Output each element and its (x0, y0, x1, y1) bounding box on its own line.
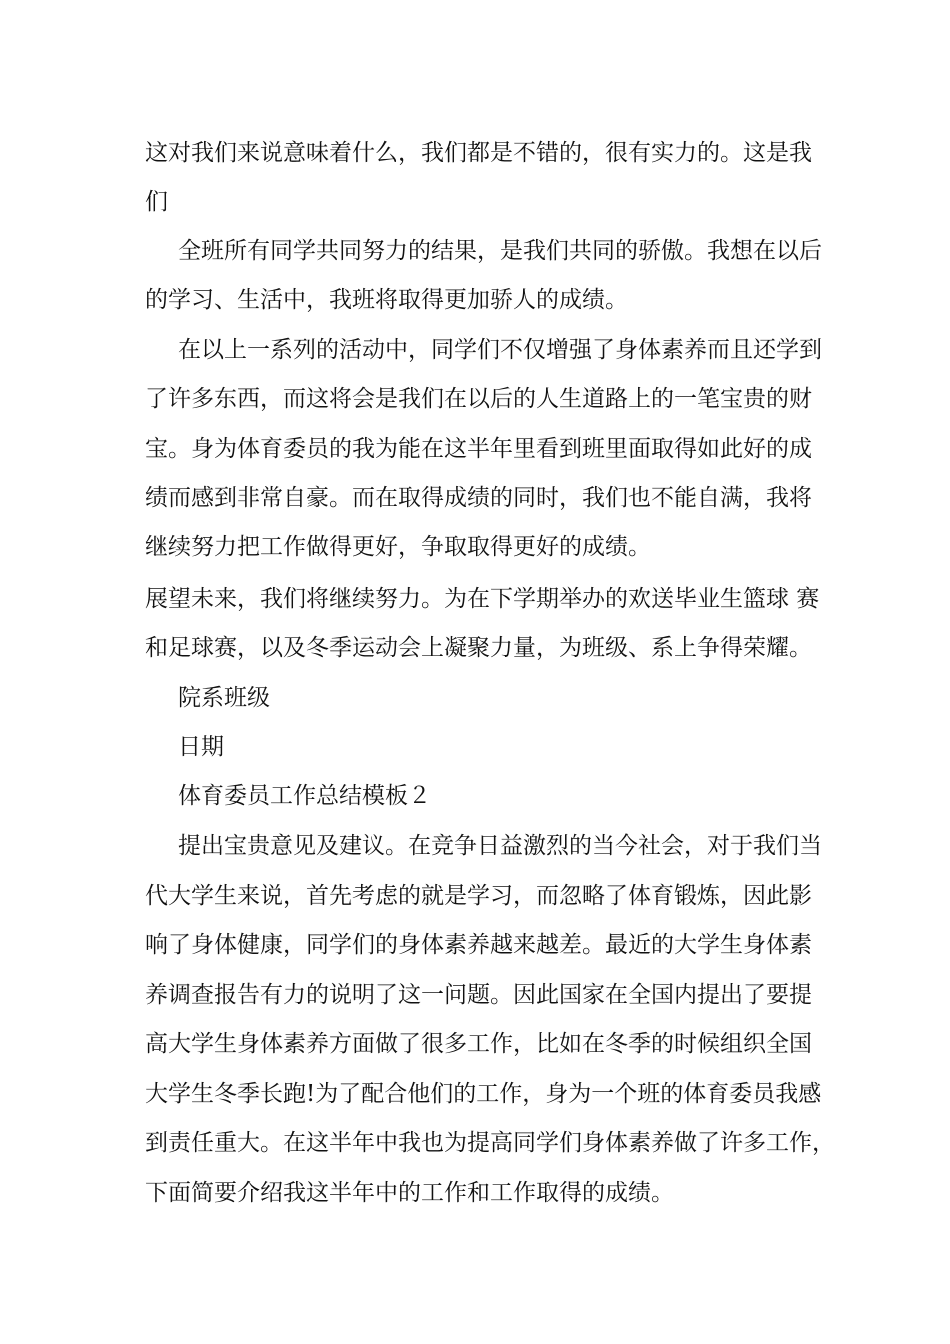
text-line: 宝。身为体育委员的我为能在这半年里看到班里面取得如此好的成 (145, 436, 812, 462)
text-line: 们 (145, 189, 168, 215)
department-class-label: 院系班级 (178, 685, 270, 711)
text-line: 继续努力把工作做得更好，争取取得更好的成绩。 (145, 534, 651, 560)
text-line: 的学习、生活中，我班将取得更加骄人的成绩。 (145, 287, 628, 313)
text-line: 响了身体健康，同学们的身体素养越来越差。最近的大学生身体素 (145, 932, 812, 958)
text-line: 和足球赛，以及冬季运动会上凝聚力量，为班级、系上争得荣耀。 (145, 635, 812, 661)
text-line: 到责任重大。在这半年中我也为提高同学们身体素养做了许多工作， (145, 1130, 835, 1156)
text-line: 这对我们来说意味着什么，我们都是不错的，很有实力的。这是我 (145, 140, 812, 166)
section-title: 体育委员工作总结模板２ (178, 783, 431, 809)
date-label: 日期 (178, 734, 224, 760)
paragraph-start: 展望未来，我们将继续努力。为在下学期举办的欢送毕业生篮球 赛 (145, 586, 820, 612)
paragraph-start: 提出宝贵意见及建议。在竞争日益激烈的当今社会，对于我们当 (178, 833, 822, 859)
text-line: 高大学生身体素养方面做了很多工作，比如在冬季的时候组织全国 (145, 1031, 812, 1057)
paragraph-start: 在以上一系列的活动中，同学们不仅增强了身体素养而且还学到 (178, 337, 822, 363)
text-line: 了许多东西，而这将会是我们在以后的人生道路上的一笔宝贵的财 (145, 386, 812, 412)
text-line: 养调查报告有力的说明了这一问题。因此国家在全国内提出了要提 (145, 982, 812, 1008)
text-line: 大学生冬季长跑!为了配合他们的工作，身为一个班的体育委员我感 (145, 1081, 822, 1107)
text-line: 绩而感到非常自豪。而在取得成绩的同时，我们也不能自满，我将 (145, 485, 812, 511)
text-line: 代大学生来说，首先考虑的就是学习，而忽略了体育锻炼，因此影 (145, 883, 812, 909)
text-line: 下面简要介绍我这半年中的工作和工作取得的成绩。 (145, 1180, 674, 1206)
paragraph-start: 全班所有同学共同努力的结果，是我们共同的骄傲。我想在以后 (178, 238, 822, 264)
